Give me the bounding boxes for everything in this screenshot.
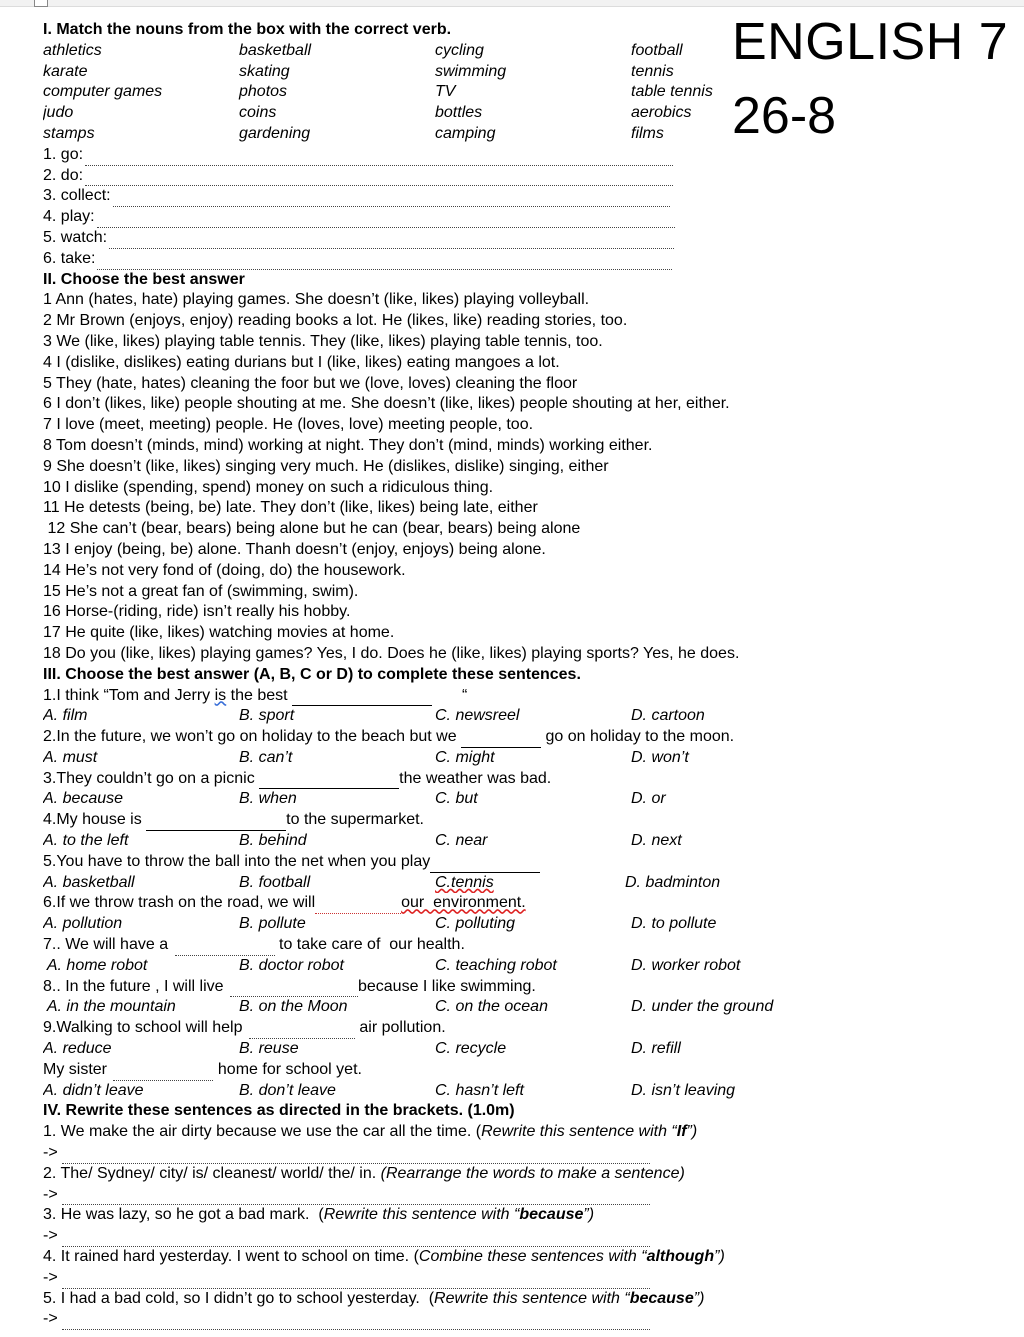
rewrite-question: 4. It rained hard yesterday. I went to school on time. (Combine these sentences with “although”) — [43, 1248, 725, 1266]
question-item: 13 I enjoy (being, be) alone. Thanh doesn’t (enjoy, enjoys) being alone. — [43, 540, 546, 558]
answer-blank[interactable] — [62, 1191, 650, 1205]
verb-label: 1. go: — [43, 145, 84, 163]
answer-blank[interactable] — [259, 773, 399, 789]
noun: athletics — [43, 41, 102, 59]
answer-blank[interactable] — [461, 732, 541, 748]
verb-label: 5. watch: — [43, 228, 108, 246]
answer-blank[interactable] — [315, 898, 401, 914]
worksheet-code: 26-8 — [732, 87, 837, 145]
option-b[interactable]: B. reuse — [239, 1040, 299, 1058]
option-d[interactable]: D. isn’t leaving — [631, 1081, 736, 1099]
verb-label: 3. collect: — [43, 187, 111, 205]
option-b[interactable]: B. doctor robot — [239, 956, 344, 974]
noun: bottles — [435, 104, 483, 122]
answer-blank[interactable] — [85, 152, 673, 166]
mcq-question: 7.. We will have a to take care of our health. — [43, 935, 1013, 956]
noun-row — [43, 82, 1013, 103]
option-d[interactable]: D. badminton — [625, 873, 721, 891]
mcq-question: 1.I think “Tom and Jerry is the best “ — [43, 686, 1013, 707]
question-item: 4 I (dislike, dislikes) eating durians but I (like, likes) eating mangoes a lot. — [43, 353, 560, 371]
noun: gardening — [239, 124, 311, 142]
noun: table tennis — [631, 83, 713, 101]
noun: coins — [239, 104, 277, 122]
rewrite-question: 2. The/ Sydney/ city/ is/ cleanest/ world/ the/ in. (Rearrange the words to make a sentence) — [43, 1164, 685, 1182]
noun: camping — [435, 124, 496, 142]
question-item: 1 Ann (hates, hate) playing games. She doesn’t (like, likes) playing volleyball. — [43, 291, 590, 309]
question-item: 15 He’s not a great fan of (swimming, swim). — [43, 582, 359, 600]
mcq-question: My sister home for school yet. — [43, 1060, 1013, 1081]
noun-row — [43, 62, 1013, 83]
option-a[interactable]: A. because — [43, 790, 124, 808]
mcq-options — [43, 831, 1013, 852]
option-d[interactable]: D. won’t — [631, 748, 689, 766]
arrow-label: -> — [43, 1310, 58, 1328]
option-a[interactable]: A. reduce — [43, 1040, 112, 1058]
option-b[interactable]: B. behind — [239, 832, 307, 850]
noun: computer games — [43, 83, 163, 101]
option-b[interactable]: B. football — [239, 873, 311, 891]
noun-box — [43, 41, 1013, 145]
noun: football — [631, 41, 683, 59]
section-2-heading: II. Choose the best answer — [43, 270, 245, 288]
option-c[interactable]: C. newsreel — [435, 707, 520, 725]
noun: TV — [435, 83, 456, 101]
verb-line — [43, 249, 1013, 270]
answer-blank[interactable] — [62, 1150, 650, 1164]
question-item: 6 I don’t (likes, like) people shouting at me. She doesn’t (like, likes) people shouting at her, either. — [43, 395, 730, 413]
answer-blank[interactable] — [113, 193, 670, 207]
mcq-options — [43, 914, 1013, 935]
question-item: 3 We (like, likes) playing table tennis. They (like, likes) playing table tennis, too. — [43, 332, 603, 350]
answer-blank[interactable] — [146, 815, 286, 831]
option-d[interactable]: D. under the ground — [631, 998, 774, 1016]
verb-label: 2. do: — [43, 166, 84, 184]
answer-blank[interactable] — [113, 1067, 213, 1081]
option-b[interactable]: B. pollute — [239, 915, 306, 933]
answer-blank[interactable] — [292, 690, 432, 706]
option-c[interactable]: C. hasn’t left — [435, 1081, 524, 1099]
noun: karate — [43, 62, 88, 80]
rewrite-question: 1. We make the air dirty because we use the car all the time. (Rewrite this sentence with “If”) — [43, 1123, 698, 1141]
option-b[interactable]: B. on the Moon — [239, 998, 348, 1016]
verb-line — [43, 207, 1013, 228]
option-b[interactable]: B. sport — [239, 707, 295, 725]
verb-label: 4. play: — [43, 208, 95, 226]
answer-line — [43, 1268, 1013, 1289]
option-a[interactable]: A. in the mountain — [43, 998, 176, 1016]
answer-blank[interactable] — [97, 214, 675, 228]
answer-line — [43, 1143, 1013, 1164]
verb-line — [43, 186, 1013, 207]
option-c[interactable]: C.tennis — [435, 873, 494, 891]
mcq-options — [43, 1081, 1013, 1102]
question-item: 9 She doesn’t (like, likes) singing very much. He (dislikes, dislike) singing, either — [43, 457, 609, 475]
section-1-heading: I. Match the nouns from the box with the correct verb. — [43, 21, 452, 38]
option-a[interactable]: A. must — [43, 748, 98, 766]
answer-line — [43, 1185, 1013, 1206]
noun: swimming — [435, 62, 507, 80]
mcq-question: 4.My house is to the supermarket. — [43, 810, 1013, 831]
option-d[interactable]: D. cartoon — [631, 707, 705, 725]
option-a[interactable]: A. pollution — [43, 915, 123, 933]
answer-blank[interactable] — [62, 1275, 650, 1289]
question-item: 11 He detests (being, be) late. They don’t (like, likes) being late, either — [43, 499, 538, 517]
option-a[interactable]: A. home robot — [43, 956, 148, 974]
option-d[interactable]: D. or — [631, 790, 666, 808]
option-c[interactable]: C. on the ocean — [435, 998, 548, 1016]
noun-row — [43, 124, 1013, 145]
question-item: 10 I dislike (spending, spend) money on such a ridiculous thing. — [43, 478, 494, 496]
noun: stamps — [43, 124, 95, 142]
mcq-question: 6.If we throw trash on the road, we will our environment. — [43, 893, 1013, 914]
answer-blank[interactable] — [97, 256, 672, 270]
option-c[interactable]: C. might — [435, 748, 495, 766]
arrow-label: -> — [43, 1227, 58, 1245]
option-c[interactable]: C. recycle — [435, 1040, 507, 1058]
option-a[interactable]: A. basketball — [43, 873, 135, 891]
question-item: 12 She can’t (bear, bears) being alone but he can (bear, bears) being alone — [43, 520, 581, 538]
option-a[interactable]: A. film — [43, 707, 88, 725]
mcq-options — [43, 748, 1013, 769]
mcq-options — [43, 997, 1013, 1018]
arrow-label: -> — [43, 1144, 58, 1162]
section-3-heading: III. Choose the best answer (A, B, C or D) to complete these sentences. — [43, 665, 581, 683]
option-c[interactable]: C. near — [435, 832, 488, 850]
option-b[interactable]: B. when — [239, 790, 297, 808]
mcq-question: 5.You have to throw the ball into the net when you play — [43, 852, 1013, 873]
verb-line — [43, 228, 1013, 249]
noun-row — [43, 41, 1013, 62]
option-c[interactable]: C. polluting — [435, 915, 516, 933]
mcq-options — [43, 706, 1013, 727]
mcq-question: 3.They couldn’t go on a picnic the weather was bad. — [43, 769, 1013, 790]
question-item: 8 Tom doesn’t (minds, mind) working at night. They don’t (mind, minds) working either. — [43, 436, 653, 454]
option-b[interactable]: B. don’t leave — [239, 1081, 336, 1099]
worksheet-content — [43, 20, 1013, 1330]
mcq-options — [43, 956, 1013, 977]
question-item: 14 He’s not very fond of (doing, do) the housework. — [43, 561, 406, 579]
answer-blank[interactable] — [109, 235, 674, 249]
noun: cycling — [435, 41, 484, 59]
arrow-label: -> — [43, 1185, 58, 1203]
verb-line — [43, 145, 1013, 166]
question-item: 16 Horse-(riding, ride) isn’t really his hobby. — [43, 603, 351, 621]
noun: skating — [239, 62, 290, 80]
noun: tennis — [631, 62, 674, 80]
answer-blank[interactable] — [230, 983, 358, 997]
option-d[interactable]: D. worker robot — [631, 956, 741, 974]
answer-blank[interactable] — [249, 1025, 355, 1039]
mcq-options — [43, 1039, 1013, 1060]
answer-blank[interactable] — [62, 1316, 650, 1330]
answer-blank[interactable] — [430, 857, 540, 873]
noun: basketball — [239, 41, 312, 59]
arrow-label: -> — [43, 1268, 58, 1286]
worksheet-page — [0, 6, 1024, 1337]
option-a[interactable]: A. didn’t leave — [43, 1081, 144, 1099]
question-item: 5 They (hate, hates) cleaning the foor but we (love, loves) cleaning the floor — [43, 374, 578, 392]
mcq-options — [43, 873, 1013, 894]
rewrite-question: 5. I had a bad cold, so I didn’t go to school yesterday. (Rewrite this sentence with “because”) — [43, 1289, 705, 1307]
option-c[interactable]: C. but — [435, 790, 478, 808]
mcq-options — [43, 789, 1013, 810]
noun: judo — [43, 104, 74, 122]
noun: aerobics — [631, 104, 692, 122]
rewrite-question: 3. He was lazy, so he got a bad mark. (Rewrite this sentence with “because”) — [43, 1206, 595, 1224]
section-4-heading: IV. Rewrite these sentences as directed in the brackets. (1.0m) — [43, 1102, 515, 1120]
question-item: 18 Do you (like, likes) playing games? Yes, I do. Does he (like, likes) playing sports? Yes, he does. — [43, 644, 740, 662]
question-item: 2 Mr Brown (enjoys, enjoy) reading books a lot. He (likes, like) reading stories, too. — [43, 312, 628, 330]
answer-blank[interactable] — [85, 172, 673, 186]
verb-label: 6. take: — [43, 249, 96, 267]
subject-title: ENGLISH 7 — [732, 13, 1009, 71]
answer-line — [43, 1226, 1013, 1247]
question-item: 7 I love (meet, meeting) people. He (loves, love) meeting people, too. — [43, 416, 534, 434]
option-d[interactable]: D. refill — [631, 1040, 681, 1058]
verb-line — [43, 166, 1013, 187]
option-b[interactable]: B. can’t — [239, 748, 293, 766]
option-c[interactable]: C. teaching robot — [435, 956, 557, 974]
noun: photos — [239, 83, 288, 101]
option-d[interactable]: D. next — [631, 832, 682, 850]
noun-row — [43, 103, 1013, 124]
mcq-question: 8.. In the future , I will live because I like swimming. — [43, 977, 1013, 998]
mcq-question: 9.Walking to school will help air pollution. — [43, 1018, 1013, 1039]
mcq-question: 2.In the future, we won’t go on holiday to the beach but we go on holiday to the moon. — [43, 727, 1013, 748]
answer-line — [43, 1309, 1013, 1330]
question-item: 17 He quite (like, likes) watching movies at home. — [43, 624, 395, 642]
noun: films — [631, 124, 664, 142]
answer-blank[interactable] — [175, 942, 275, 956]
option-d[interactable]: D. to pollute — [631, 915, 717, 933]
option-a[interactable]: A. to the left — [43, 832, 129, 850]
answer-blank[interactable] — [62, 1233, 650, 1247]
